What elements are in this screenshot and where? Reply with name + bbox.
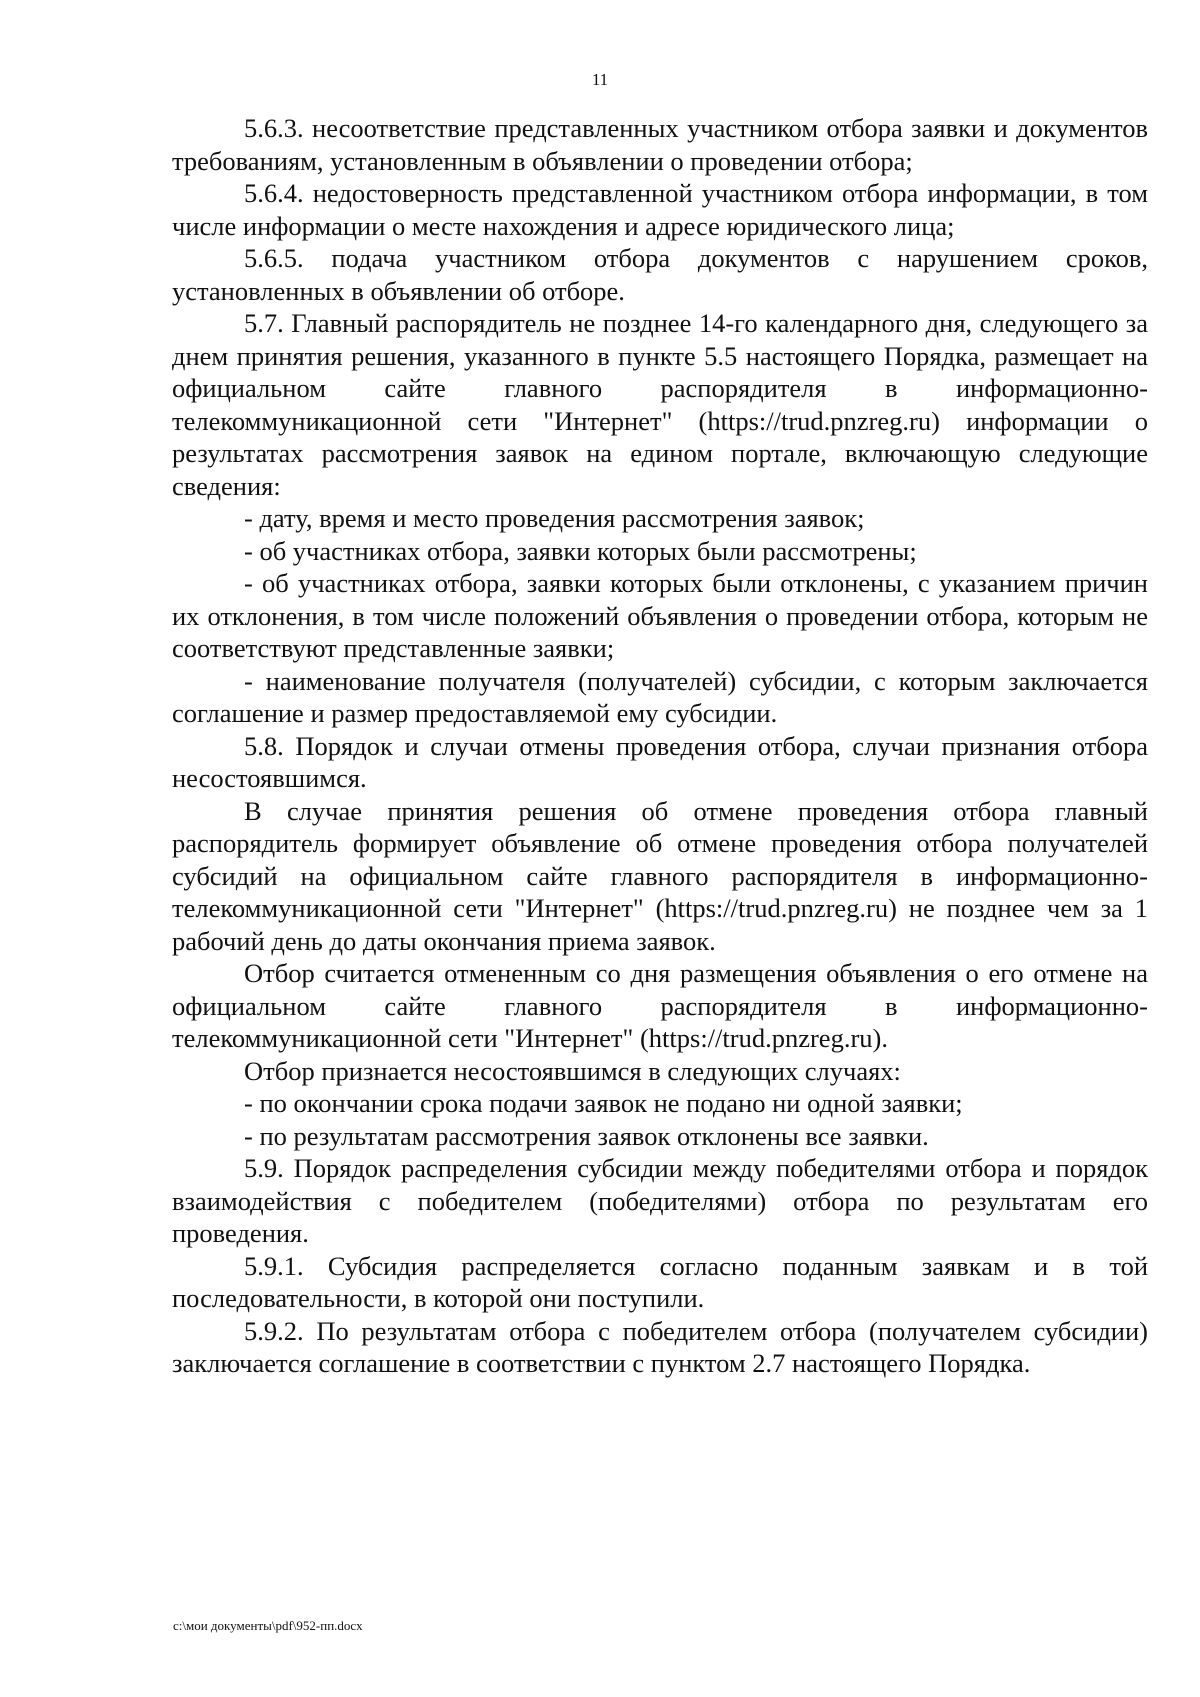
paragraph-5-6-4: 5.6.4. недостоверность представленной участником отбора информации, в том числе информации о месте нахождения и адресе юридического лица;	[172, 178, 1148, 241]
paragraph-5-9: 5.9. Порядок распределения субсидии между победителями отбора и порядок взаимодействия с победителем (победителями) отбора по результатам его проведения.	[172, 1153, 1148, 1248]
list-item-recipient-name: - наименование получателя (получателей) субсидии, с которым заключается соглашение и размер предоставляемой ему субсидии.	[172, 665, 1148, 728]
paragraph-5-9-2: 5.9.2. По результатам отбора с победителем отбора (получателем субсидии) заключается соглашение в соответствии с пунктом 2.7 настоящего Порядка.	[172, 1315, 1148, 1378]
paragraph-5-6-3: 5.6.3. несоответствие представленных участником отбора заявки и документов требованиям, установленным в объявлении о проведении отбора;	[172, 113, 1148, 176]
paragraph-cancellation-decision: В случае принятия решения об отмене проведения отбора главный распорядитель формирует объявление об отмене проведения отбора получателей субсидий на официальном сайте главного распорядителя в информационно-телекоммуникационной сети "Интернет" (https://trud.pnzreg.ru) не позднее чем за 1 рабочий день до даты окончания приема заявок.	[172, 795, 1148, 956]
list-item-all-rejected: - по результатам рассмотрения заявок отклонены все заявки.	[244, 1120, 929, 1151]
paragraph-cancellation-effective: Отбор считается отмененным со дня размещения объявления о его отмене на официальном сайте главного распорядителя в информационно-телекоммуникационной сети "Интернет" (https://trud.pnzreg.ru).	[172, 958, 1148, 1053]
paragraph-5-6-5: 5.6.5. подача участником отбора документов с нарушением сроков, установленных в объявлении об отборе.	[172, 243, 1148, 306]
footer-file-path: c:\мои документы\pdf\952-пп.docx	[173, 1618, 363, 1633]
paragraph-5-8: 5.8. Порядок и случаи отмены проведения отбора, случаи признания отбора несостоявшимся.	[172, 730, 1148, 793]
paragraph-5-9-1: 5.9.1. Субсидия распределяется согласно поданным заявкам и в той последовательности, в которой они поступили.	[172, 1250, 1148, 1313]
list-item-no-applications: - по окончании срока подачи заявок не подано ни одной заявки;	[244, 1088, 963, 1118]
list-item-reviewed-participants: - об участниках отбора, заявки которых были рассмотрены;	[244, 535, 917, 566]
paragraph-5-7: 5.7. Главный распорядитель не позднее 14-го календарного дня, следующего за днем принятия решения, указанного в пункте 5.5 настоящего Порядка, размещает на официальном сайте главного распорядителя в информационно-телекоммуникационной сети "Интернет" (https://trud.pnzreg.ru) информации о результатах рассмотрения заявок на едином портале, включающую следующие сведения:	[172, 308, 1148, 501]
paragraph-failed-selection-cases: Отбор признается несостоявшимся в следующих случаях:	[244, 1055, 901, 1086]
list-item-date-time-place: - дату, время и место проведения рассмотрения заявок;	[244, 503, 865, 533]
page-number: 11	[591, 70, 609, 89]
document-body	[172, 112, 1148, 1380]
list-item-rejected-participants: - об участниках отбора, заявки которых были отклонены, с указанием причин их отклонения, в том числе положений объявления о проведении отбора, которым не соответствуют представленные заявки;	[172, 568, 1148, 663]
